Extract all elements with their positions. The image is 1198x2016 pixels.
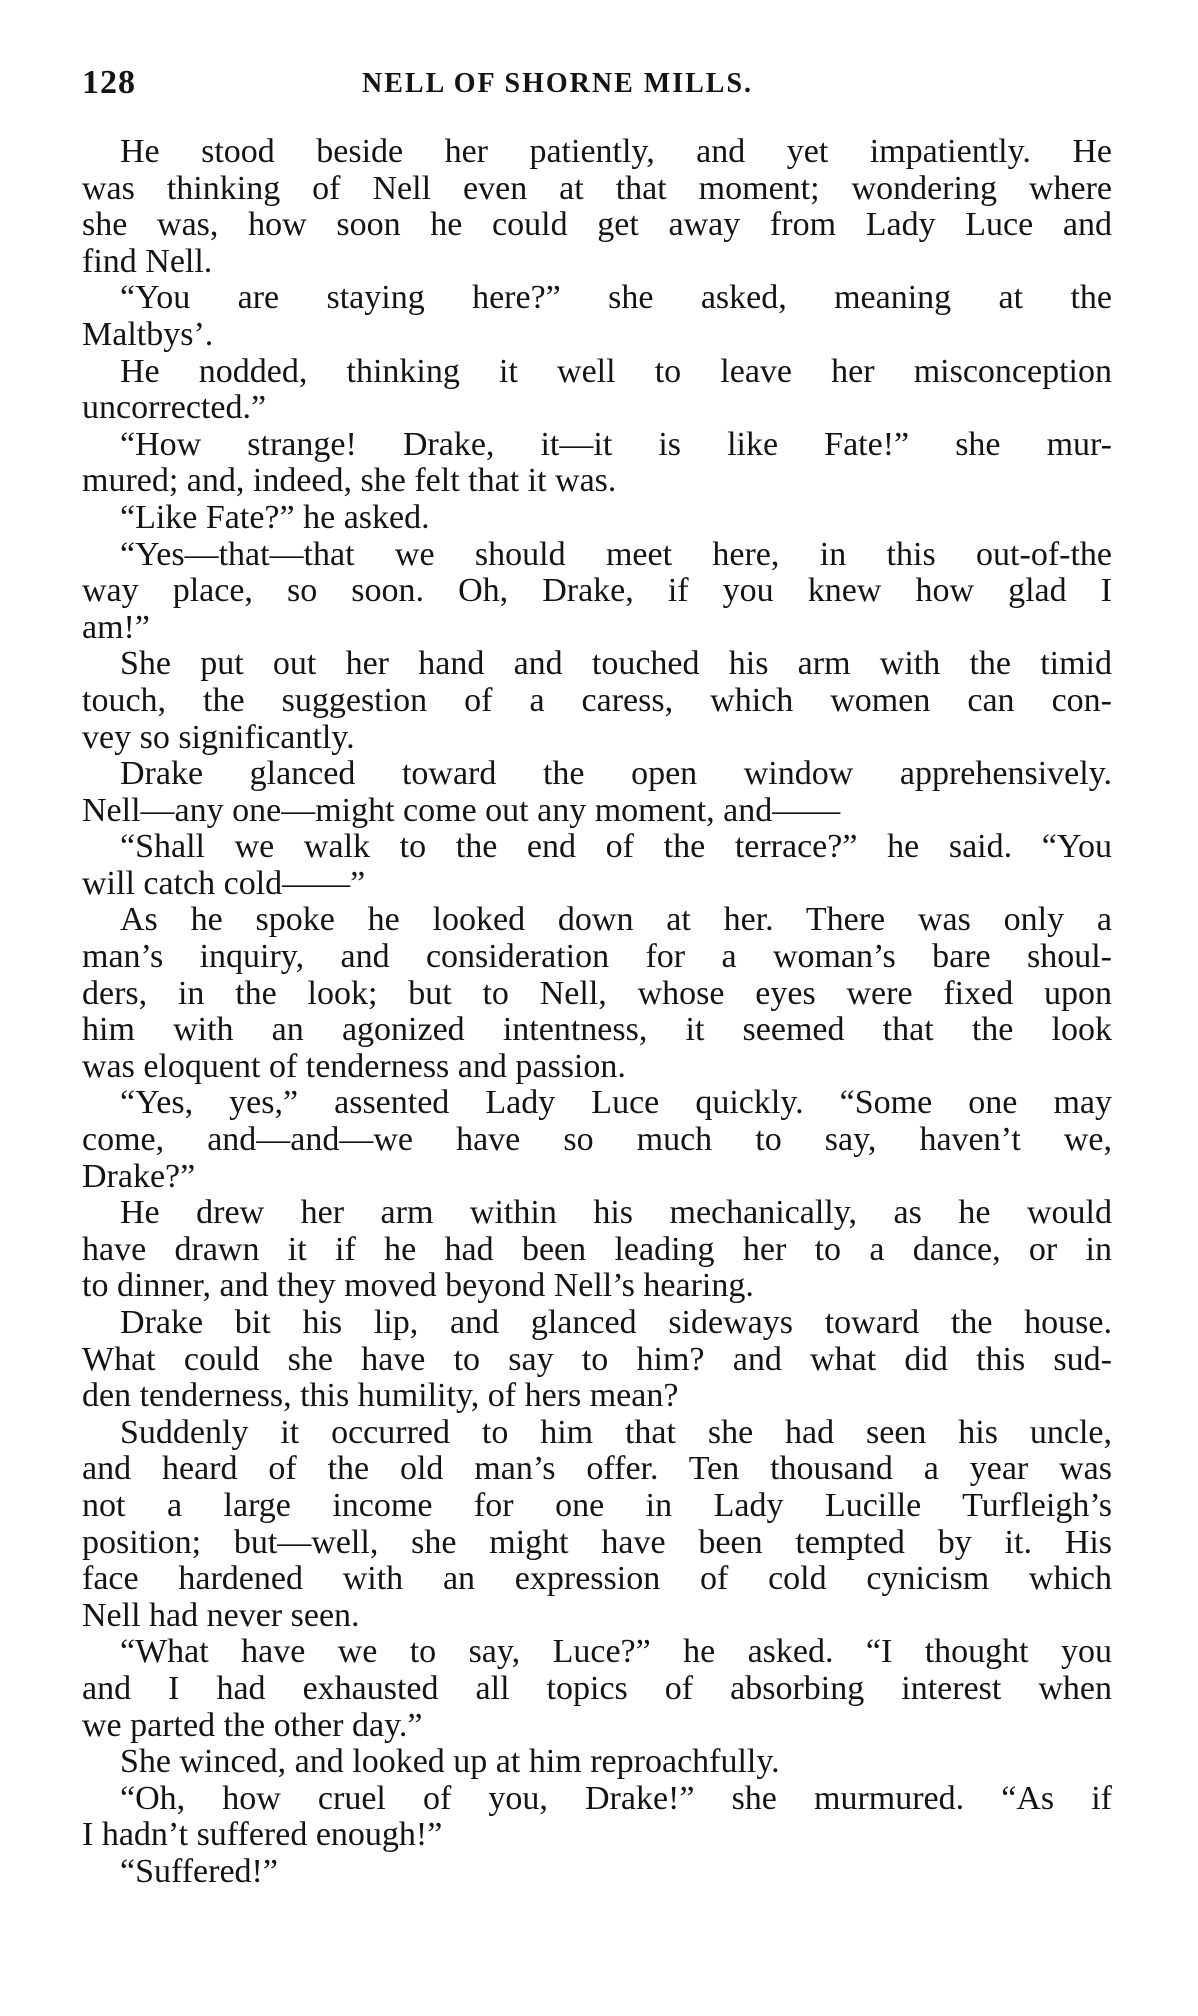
text-line: way place, so soon. Oh, Drake, if you knew how glad I [82, 573, 1112, 610]
text-line: What could she have to say to him? and what did this sud- [82, 1341, 1112, 1378]
text-line: He nodded, thinking it well to leave her misconception [120, 353, 1112, 390]
text-line: position; but—well, she might have been tempted by it. His [82, 1524, 1112, 1561]
text-line: “Suffered!” [120, 1853, 278, 1890]
text-line: ders, in the look; but to Nell, whose eyes were fixed upon [82, 975, 1112, 1012]
text-line: face hardened with an expression of cold cynicism which [82, 1561, 1112, 1598]
text-line: She winced, and looked up at him reproachfully. [120, 1744, 780, 1781]
text-line: find Nell. [82, 243, 213, 280]
text-line: to dinner, and they moved beyond Nell’s hearing. [82, 1268, 754, 1305]
text-line: was eloquent of tenderness and passion. [82, 1048, 626, 1085]
text-line: and I had exhausted all topics of absorbing interest when [82, 1670, 1112, 1707]
text-line: him with an agonized intentness, it seemed that the look [82, 1012, 1112, 1049]
text-line: He drew her arm within his mechanically, as he would [120, 1195, 1112, 1232]
text-line: come, and—and—we have so much to say, haven’t we, [82, 1122, 1112, 1159]
text-line: Drake?” [82, 1158, 196, 1195]
text-line: “You are staying here?” she asked, meaning at the [120, 280, 1112, 317]
text-line: Drake glanced toward the open window apprehensively. [120, 756, 1112, 793]
text-line: As he spoke he looked down at her. There was only a [120, 902, 1112, 939]
text-line: touch, the suggestion of a caress, which women can con- [82, 682, 1112, 719]
text-line: and heard of the old man’s offer. Ten thousand a year was [82, 1451, 1112, 1488]
text-line: will catch cold——” [82, 865, 366, 902]
text-line: “How strange! Drake, it—it is like Fate!” she mur- [120, 426, 1112, 463]
text-line: “What have we to say, Luce?” he asked. “I thought you [120, 1634, 1112, 1671]
text-line: she was, how soon he could get away from Lady Luce and [82, 207, 1112, 244]
text-line: “Like Fate?” he asked. [120, 499, 430, 536]
text-line: He stood beside her patiently, and yet impatiently. He [120, 134, 1112, 170]
text-line: Nell—any one—might come out any moment, and—— [82, 792, 841, 829]
text-line: man’s inquiry, and consideration for a woman’s bare shoul- [82, 939, 1112, 976]
text-line: am!” [82, 609, 150, 646]
text-line: vey so significantly. [82, 719, 355, 756]
running-title: NELL OF SHORNE MILLS. [362, 68, 754, 99]
text-line: “Yes—that—that we should meet here, in this out-of-the [120, 536, 1112, 573]
text-line: “Oh, how cruel of you, Drake!” she murmured. “As if [120, 1780, 1112, 1817]
text-line: not a large income for one in Lady Lucille Turfleigh’s [82, 1487, 1112, 1524]
text-line: “Yes, yes,” assented Lady Luce quickly. “Some one may [120, 1085, 1112, 1122]
text-line: den tenderness, this humility, of hers mean? [82, 1378, 679, 1415]
text-line: mured; and, indeed, she felt that it was. [82, 463, 617, 500]
text-line: I hadn’t suffered enough!” [82, 1817, 443, 1854]
text-line: Maltbys’. [82, 316, 214, 353]
text-line: have drawn it if he had been leading her to a dance, or in [82, 1231, 1112, 1268]
body-text [82, 134, 1112, 1891]
text-line: Suddenly it occurred to him that she had seen his uncle, [120, 1414, 1112, 1451]
page-number: 128 [82, 64, 136, 101]
text-line: Drake bit his lip, and glanced sideways toward the house. [120, 1305, 1112, 1341]
text-line: we parted the other day.” [82, 1707, 423, 1744]
text-line: was thinking of Nell even at that moment; wondering where [82, 170, 1112, 207]
text-line: “Shall we walk to the end of the terrace?” he said. “You [120, 829, 1112, 866]
page-header [82, 64, 1122, 108]
text-line: uncorrected.” [82, 390, 267, 427]
text-line: She put out her hand and touched his arm with the timid [120, 646, 1112, 683]
text-line: Nell had never seen. [82, 1597, 360, 1634]
